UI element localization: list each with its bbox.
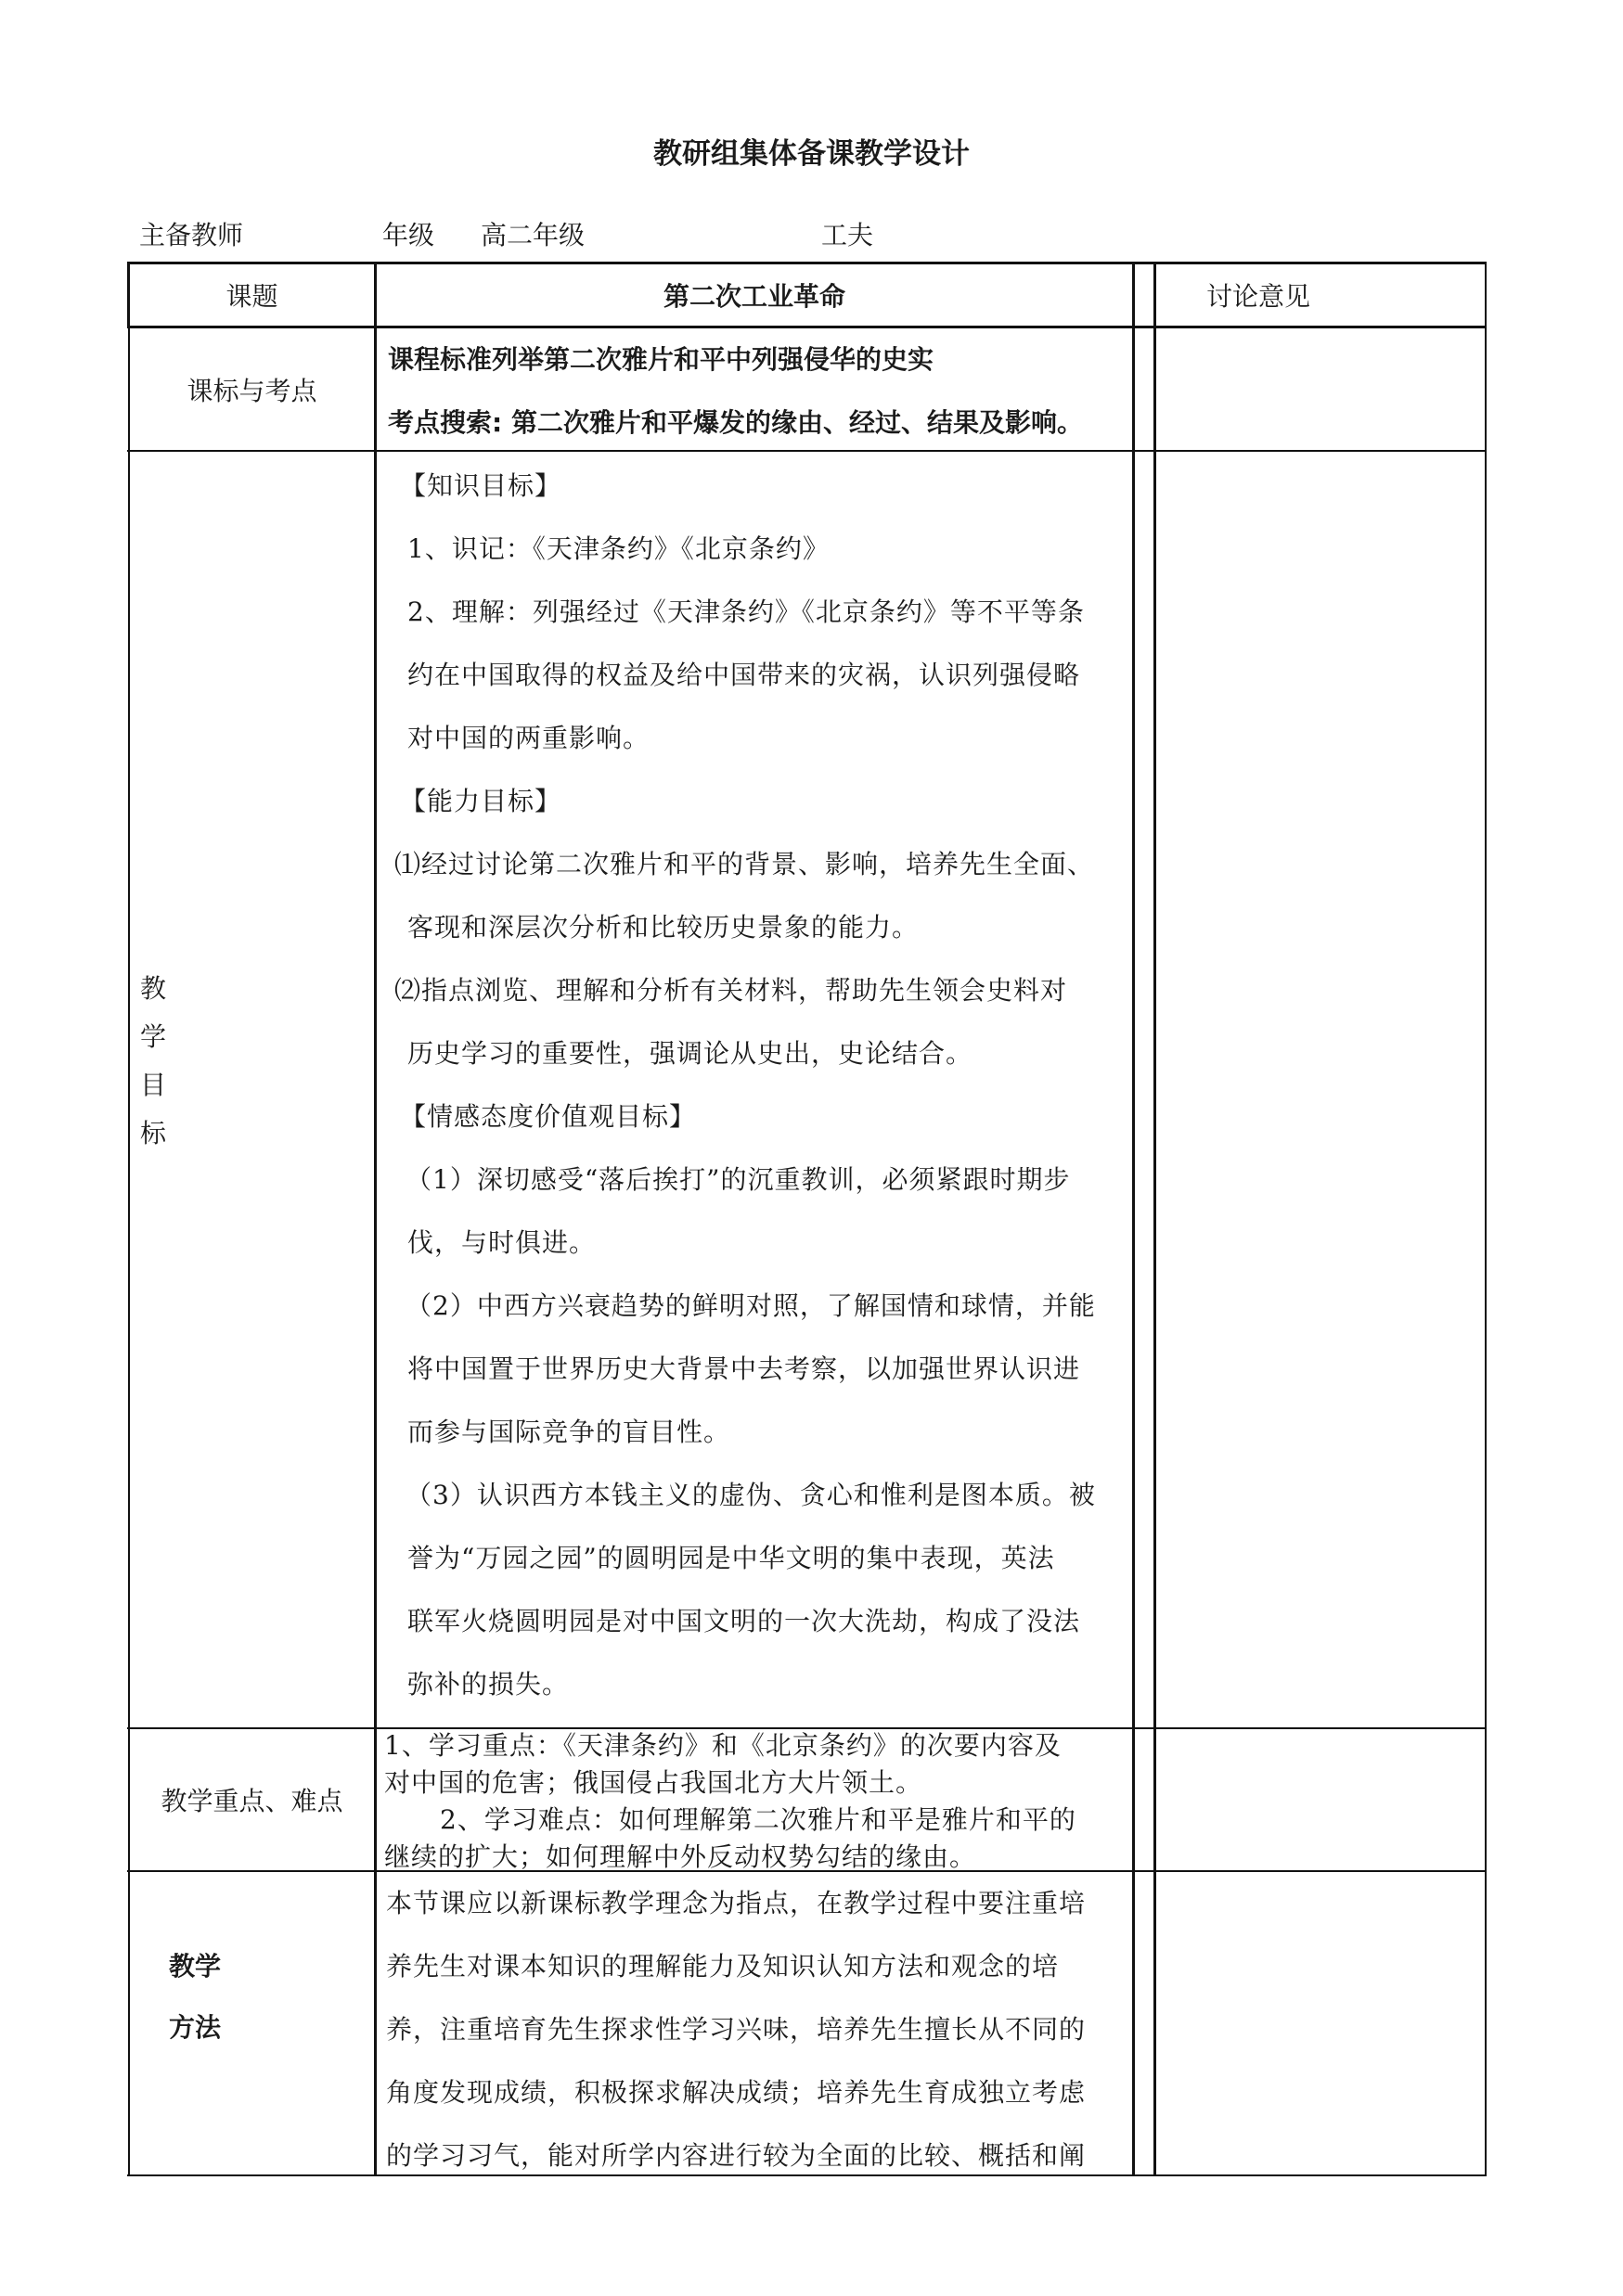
objectives-line: 伐，与时俱进。 bbox=[407, 1227, 597, 1258]
objectives-label-char: 标 bbox=[139, 1118, 166, 1148]
keypoints-line: 1、学习重点：《天津条约》和《北京条约》的次要内容及 bbox=[384, 1730, 1062, 1761]
objectives-line: （1）深切感受“落后挨打”的沉重教训，必须紧跟时期步 bbox=[406, 1164, 1071, 1195]
objectives-line: 1、识记：《天津条约》《北京条约》 bbox=[407, 533, 830, 564]
objectives-heading-knowledge: 【知识目标】 bbox=[400, 470, 562, 501]
table-left-border bbox=[128, 327, 130, 2176]
objectives-line: （2）中西方兴衰趋势的鲜明对照，了解国情和球情，并能 bbox=[406, 1290, 1096, 1321]
objectives-label bbox=[135, 965, 172, 1158]
objectives-line: ⑴经过讨论第二次雅片和平的背景、影响，培养先生全面、 bbox=[394, 849, 1095, 879]
objectives-line: 客现和深层次分析和比较历史景象的能力。 bbox=[407, 912, 920, 943]
objectives-content bbox=[394, 455, 1127, 1716]
keypoints-content bbox=[384, 1727, 1131, 1876]
lead-teacher-label: 主备教师 bbox=[139, 220, 244, 250]
standards-label: 课标与考点 bbox=[187, 375, 317, 406]
grade-label: 年级 bbox=[382, 220, 435, 250]
topic-value: 第二次工业革命 bbox=[663, 281, 845, 312]
method-line: 养，注重培育先生探求性学习兴味，培养先生擅长从不同的 bbox=[386, 2014, 1087, 2045]
objectives-label-char: 目 bbox=[139, 1070, 166, 1100]
page-title: 教研组集体备课教学设计 bbox=[653, 137, 970, 171]
objectives-line: 誉为“万园之园”的圆明园是中华文明的集中表现，英法 bbox=[407, 1543, 1055, 1573]
grade-value: 高二年级 bbox=[481, 220, 586, 250]
objectives-line: （3）认识西方本钱主义的虚伪、贪心和惟利是图本质。被 bbox=[406, 1480, 1096, 1510]
standards-line-1: 课程标准列举第二次雅片和平中列强侵华的史实 bbox=[388, 344, 934, 375]
method-line: 角度发现成绩，积极探求解决成绩；培养先生育成独立考虑 bbox=[386, 2077, 1087, 2108]
objectives-line: 对中国的两重影响。 bbox=[407, 723, 650, 753]
table-right-border bbox=[1485, 262, 1487, 2176]
objectives-label-char: 学 bbox=[139, 1021, 166, 1052]
keypoints-line: 对中国的危害；俄国侵占我国北方大片领土。 bbox=[384, 1767, 923, 1798]
method-line: 本节课应以新课标教学理念为指点，在教学过程中要注重培 bbox=[386, 1888, 1087, 1918]
objectives-heading-affective: 【情感态度价值观目标】 bbox=[400, 1101, 697, 1132]
keypoints-line: 继续的扩大；如何理解中外反动权势勾结的缘由。 bbox=[384, 1841, 977, 1872]
method-label-line-2: 方法 bbox=[169, 2012, 222, 2043]
work-label: 工夫 bbox=[821, 220, 874, 250]
method-line: 养先生对课本知识的理解能力及知识认知方法和观念的培 bbox=[386, 1951, 1060, 1982]
label-column-divider bbox=[374, 262, 377, 2176]
objectives-line: 历史学习的重要性，强调论从史出，史论结合。 bbox=[407, 1038, 973, 1069]
standards-row-border bbox=[127, 450, 1487, 452]
keypoints-label: 教学重点、难点 bbox=[161, 1786, 343, 1816]
keypoints-line: 2、学习难点：如何理解第二次雅片和平是雅片和平的 bbox=[440, 1804, 1076, 1835]
objectives-line: 2、理解：列强经过《天津条约》《北京条约》等不平等条 bbox=[407, 596, 1085, 627]
discussion-label: 讨论意见 bbox=[1205, 281, 1310, 312]
method-line: 的学习习气，能对所学内容进行较为全面的比较、概括和阐 bbox=[386, 2140, 1087, 2171]
objectives-line: 约在中国取得的权益及给中国带来的灾祸，认识列强侵略 bbox=[407, 660, 1081, 690]
content-column-divider bbox=[1132, 262, 1135, 2176]
objectives-heading-ability: 【能力目标】 bbox=[400, 786, 562, 816]
objectives-line: 而参与国际竞争的盲目性。 bbox=[407, 1417, 731, 1447]
objectives-line: 联军火烧圆明园是对中国文明的一次大洗劫，构成了没法 bbox=[407, 1606, 1081, 1636]
objectives-label-char: 教 bbox=[139, 973, 166, 1004]
objectives-line: 弥补的损失。 bbox=[407, 1669, 570, 1700]
objectives-line: 将中国置于世界历史大背景中去考察，以加强世界认识进 bbox=[407, 1353, 1081, 1384]
method-content bbox=[386, 1872, 1128, 2187]
objectives-line: ⑵指点浏览、理解和分析有关材料，帮助先生领会史料对 bbox=[394, 975, 1068, 1006]
method-label-line-1: 教学 bbox=[169, 1951, 222, 1982]
standards-line-2: 考点搜索: 第二次雅片和平爆发的缘由、经过、结果及影响。 bbox=[388, 407, 1083, 438]
topic-label: 课题 bbox=[225, 281, 278, 312]
double-rule-divider bbox=[1153, 262, 1156, 2176]
